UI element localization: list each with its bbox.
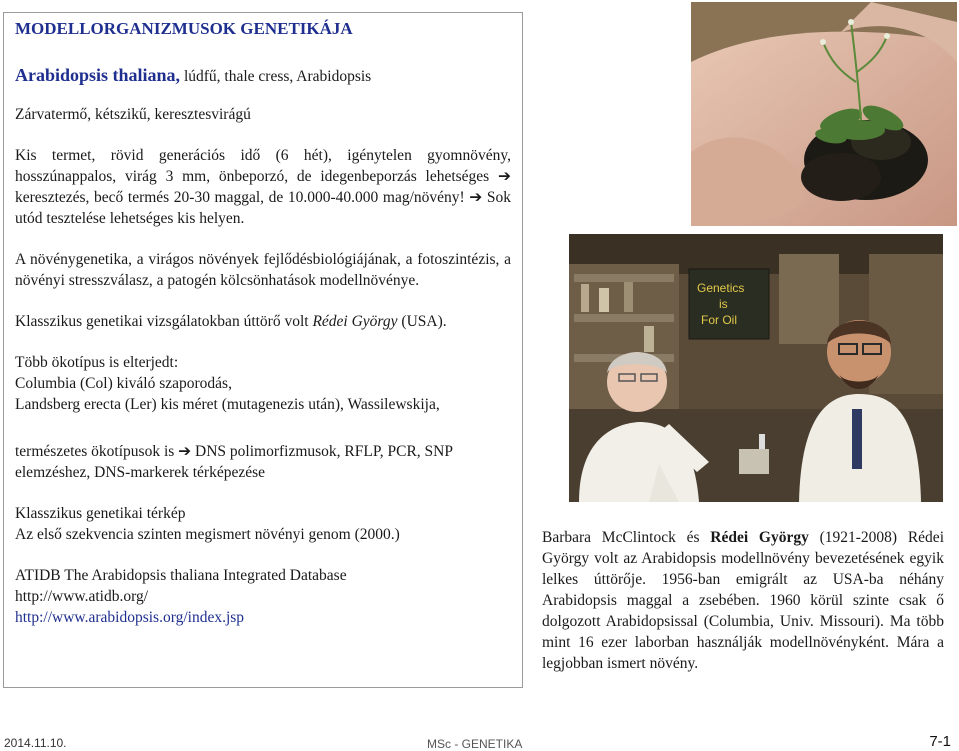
arrow-icon: ➔ (469, 189, 483, 206)
properties-text-1: Kis termet, rövid generációs idő (6 hét), igénytelen gyomnövény, hosszúnappalos, virág 3 mm, önbeporzó, de idegenbeporzás lehetséges (15, 147, 511, 185)
caption-names-2: (1921-2008) (808, 529, 898, 546)
atidb-line: ATIDB The Arabidopsis thaliana Integrated Database (15, 567, 347, 584)
model-paragraph: A növénygenetika, a virágos növények fejlődésbiológiájának, a fotoszintézis, a növényi stresszválasz, a patogén kölcsönhatások modellnövénye. (15, 251, 511, 289)
caption-names-1: Barbara McClintock és (542, 529, 711, 546)
sign-text-3: For Oil (701, 313, 737, 327)
taxonomy-text: Zárvatermő, kétszikű, keresztesvirágú (15, 106, 251, 123)
properties-text-3: Sok utód tesztelése lehetséges kis helyen. (15, 189, 511, 227)
sign-text-2: is (719, 297, 728, 311)
photo-caption (542, 527, 944, 674)
caption-names-bold: Rédei György (710, 529, 809, 546)
atidb-url-line: http://www.atidb.org/ (15, 588, 149, 605)
pioneer-paragraph (15, 311, 511, 332)
genome-sequence-line: Az első szekvencia szinten megismert növényi genom (2000.) (15, 526, 400, 543)
pioneer-name: Rédei György (312, 313, 398, 330)
species-line (15, 65, 511, 86)
footer-course: MSc - GENETIKA (427, 737, 523, 751)
properties-paragraph (15, 145, 511, 229)
natural-text-2: DNS polimorfizmusok, RFLP, PCR, SNP elemzéshez, DNS-markerek térképezése (15, 443, 453, 481)
page-number: 7-1 (929, 733, 951, 750)
natural-text-1: természetes ökotípusok is (15, 443, 179, 460)
arabidopsis-org-link[interactable]: http://www.arabidopsis.org/index.jsp (15, 609, 245, 626)
caption-body: Rédei György volt az Arabidopsis modellnövény bevezetésének egyik lelkes úttörője. 1956-ban emigrált az USA-ba néhány Arabidopsis maggal a zsebében. 1960 körül szinte csak ő dolgozott Arabidopsissal (Columbia, Univ. Missouri). Ma több mint 16 ezer laborban használják modellnövényként. Mára a legjobban ismert növény. (542, 529, 944, 672)
sign-text-1: Genetics (697, 281, 745, 295)
footer-date: 2014.11.10. (4, 736, 67, 750)
page-title: MODELLORGANIZMUSOK GENETIKÁJA (15, 19, 353, 38)
content-box (3, 12, 523, 688)
ecotypes-line-2: Columbia (Col) kiváló szaporodás, (15, 375, 232, 392)
ecotypes-line-1: Több ökotípus is elterjedt: (15, 354, 179, 371)
ecotypes-line-3: Landsberg erecta (Ler) kis méret (mutagenezis után), Wassilewskija, (15, 396, 440, 413)
genetic-map-line: Klasszikus genetikai térkép (15, 505, 186, 522)
species-common-names: lúdfű, thale cress, Arabidopsis (180, 68, 372, 85)
species-scientific-name: Arabidopsis thaliana, (15, 65, 181, 85)
pioneer-suffix: (USA). (397, 313, 447, 330)
redei-mcclintock-photo (569, 234, 943, 502)
pioneer-prefix: Klasszikus genetikai vizsgálatokban úttörő volt (15, 313, 313, 330)
natural-ecotypes-paragraph (15, 441, 511, 483)
arrow-icon: ➔ (178, 443, 192, 460)
arabidopsis-plant-photo (691, 2, 957, 226)
arrow-icon: ➔ (498, 168, 511, 185)
properties-text-2: keresztezés, becő termés 20-30 maggal, de 10.000-40.000 mag/növény! (15, 189, 470, 206)
